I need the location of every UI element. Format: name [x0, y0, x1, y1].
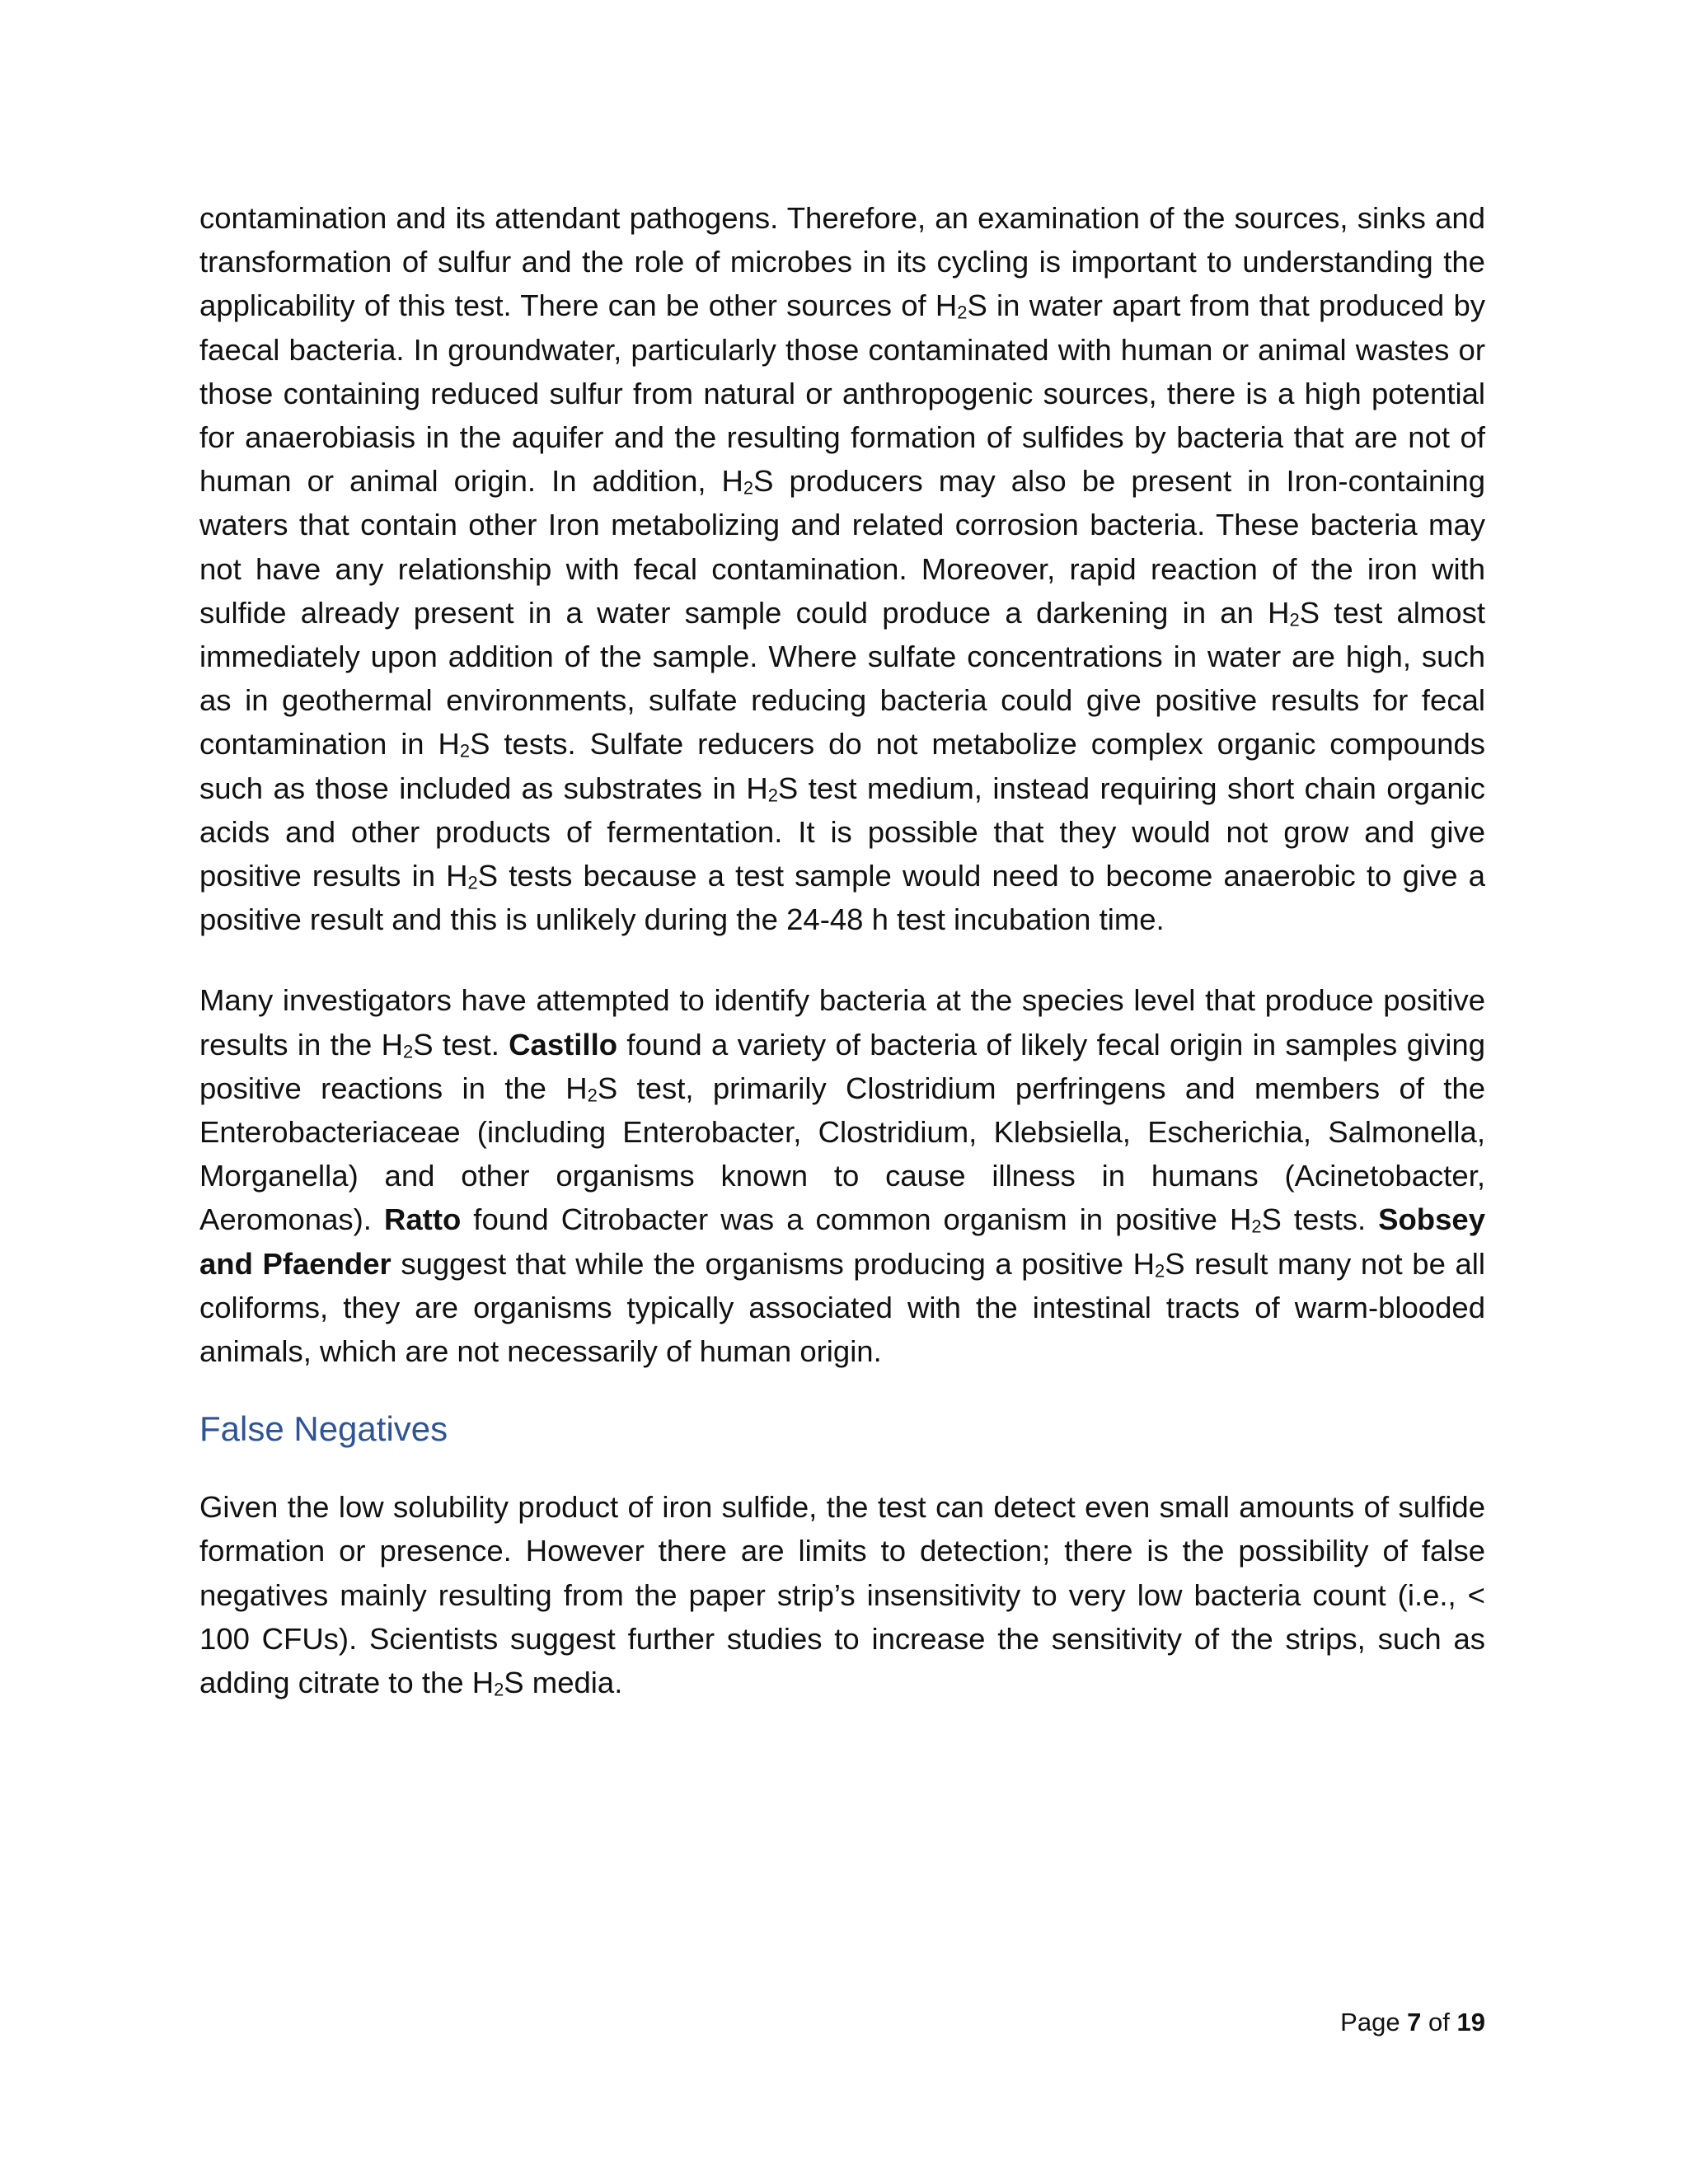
total-pages: 19 — [1456, 2008, 1485, 2036]
author-castillo: Castillo — [509, 1027, 618, 1062]
document-body — [199, 196, 1485, 1704]
paragraph-species-identification: Many investigators have attempted to identify bacteria at the species level that produce positive results in the $H_2S$ test. Castillo found a variety of bacteria of likely fecal origin in samples giving positive reactions in the $H_2S$ test, primarily Clostridium perfringens and members of the Enterobacteriaceae (including Enterobacter, Clostridium, Klebsiella, Escherichia, Salmonella, Morganella) and other organisms known to cause illness in humans (Acinetobacter, Aeromonas). Ratto found Citrobacter was a common organism in positive $H_2S$ tests. Sobsey and Pfaender suggest that while the organisms producing a positive $H_2S$ result many not be all coliforms, they are organisms typically associated with the intestinal tracts of warm-blooded animals, which are not necessarily of human origin. — [199, 983, 1486, 1369]
page-footer: Page 7 of 19 — [1340, 2008, 1485, 2036]
paragraph-h2s-sources: contamination and its attendant pathogens. Therefore, an examination of the sources, sinks and transformation of sulfur and the role of microbes in its cycling is important to understanding the applicability of this test. There can be other sources of $H_2S$ in water apart from that produced by faecal bacteria. In groundwater, particularly those contaminated with human or animal wastes or those containing reduced sulfur from natural or anthropogenic sources, there is a high potential for anaerobiasis in the aquifer and the resulting formation of sulfides by bacteria that are not of human or animal origin. In addition, $H_2S$ producers may also be present in Iron-containing waters that contain other Iron metabolizing and related corrosion bacteria. These bacteria may not have any relationship with fecal contamination. Moreover, rapid reaction of the iron with sulfide already present in a water sample could produce a darkening in an $H_2S$ test almost immediately upon addition of the sample. Where sulfate concentrations in water are high, such as in geothermal environments, sulfate reducing bacteria could give positive results for fecal contamination in $H_2S$ tests. Sulfate reducers do not metabolize complex organic compounds such as those included as substrates in $H_2S$ test medium, instead requiring short chain organic acids and other products of fermentation. It is possible that they would not grow and give positive results in $H_2S$ tests because a test sample would need to become anaerobic to give a positive result and this is unlikely during the 24-48 h test incubation time. — [199, 201, 1486, 937]
author-sobsey-pfaender: Sobsey and Pfaender — [199, 1202, 1485, 1281]
current-page-number: 7 — [1407, 2008, 1422, 2036]
section-heading-false-negatives: False Negatives — [199, 1409, 448, 1449]
author-ratto: Ratto — [384, 1202, 462, 1237]
paragraph-false-negatives: Given the low solubility product of iron sulfide, the test can detect even small amounts of sulfide formation or presence. However there are limits to detection; there is the possibility of false negatives mainly resulting from the paper strip’s insensitivity to very low bacteria count (i.e., < 100 CFUs). Scientists suggest further studies to increase the sensitivity of the strips, such as adding citrate to the $H_2S$ media. — [199, 1490, 1485, 1700]
